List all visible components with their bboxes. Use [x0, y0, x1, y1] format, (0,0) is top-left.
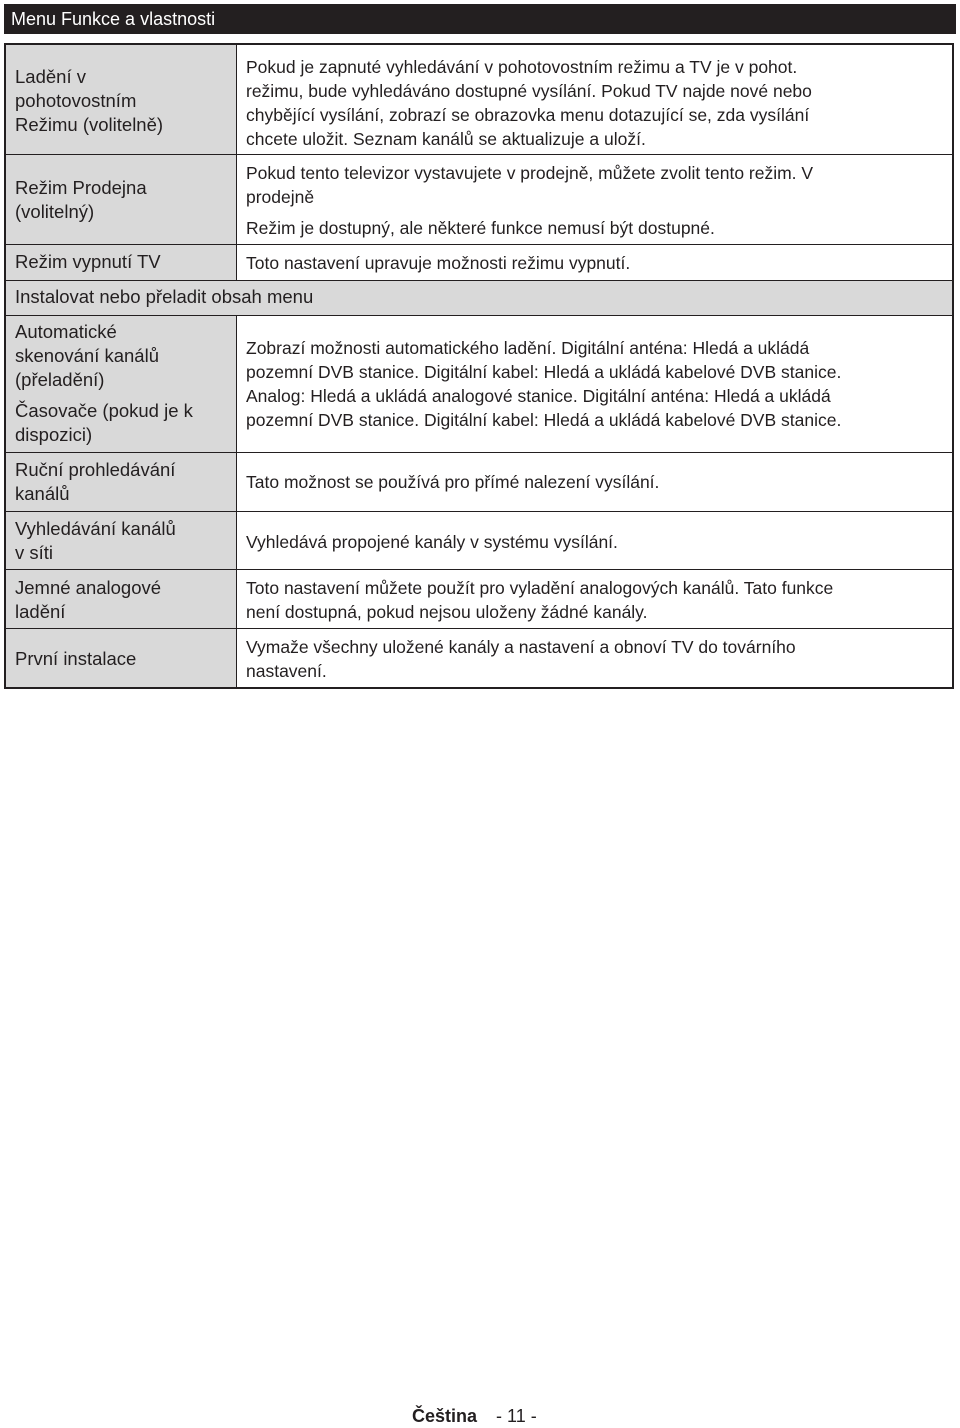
- row-desc-standby-tuning: Pokud je zapnuté vyhledávání v pohotovostním režimu a TV je v pohot. režimu, bude vyhledáváno dostupné vysílání. Pokud TV najde nové nebo chybějící vysílání, zobrazí se obrazovka menu dotazující se, zda vysílání chcete uložit. Seznam kanálů se aktualizuje a uloží.: [246, 57, 812, 149]
- footer-language: Čeština: [412, 1406, 478, 1426]
- row-desc-manual-scan: Tato možnost se používá pro přímé nalezení vysílání.: [246, 472, 660, 492]
- row-label-standby-tuning: Ladění v pohotovostním Režimu (volitelně): [15, 66, 164, 135]
- row-divider: [6, 569, 952, 570]
- row-divider: [6, 452, 952, 453]
- row-label-first-install: První instalace: [15, 648, 137, 669]
- section-title: Instalovat nebo přeladit obsah menu: [15, 286, 314, 307]
- row-label-network-scan: Vyhledávání kanálů v síti: [15, 518, 176, 563]
- row-label-fine-tune: Jemné analogové ladění: [15, 577, 162, 622]
- column-divider-bottom: [236, 315, 237, 687]
- row-label-timers: Časovače (pokud je k dispozici): [15, 400, 193, 445]
- column-divider-top: [236, 45, 237, 281]
- row-label-manual-scan: Ruční prohledávání kanálů: [15, 459, 176, 504]
- row-label-tv-off-mode: Režim vypnutí TV: [15, 251, 161, 272]
- header-title: Menu Funkce a vlastnosti: [11, 9, 216, 29]
- row-desc-fine-tune: Toto nastavení můžete použít pro vyladění analogových kanálů. Tato funkce není dostupná, pokud nejsou uloženy žádné kanály.: [246, 578, 834, 622]
- row-divider: [6, 244, 952, 245]
- row-desc-first-install: Vymaže všechny uložené kanály a nastavení a obnoví TV do továrního nastavení.: [246, 637, 796, 681]
- row-divider: [6, 315, 952, 316]
- row-divider: [6, 154, 952, 155]
- row-label-store-mode: Režim Prodejna (volitelný): [15, 177, 147, 222]
- row-divider: [6, 280, 952, 281]
- row-desc-store-mode-note: Režim je dostupný, ale některé funkce nemusí být dostupné.: [246, 218, 715, 238]
- row-label-auto-scan: Automatické skenování kanálů (přeladění): [15, 321, 159, 390]
- page-header: [4, 4, 956, 34]
- row-divider: [6, 628, 952, 629]
- page-footer: [412, 1404, 537, 1428]
- row-desc-network-scan: Vyhledává propojené kanály v systému vysílání.: [246, 532, 618, 552]
- footer-page-number: - 11 -: [496, 1406, 537, 1426]
- row-desc-tv-off-mode: Toto nastavení upravuje možnosti režimu vypnutí.: [246, 253, 631, 273]
- row-desc-auto-scan: Zobrazí možnosti automatického ladění. Digitální anténa: Hledá a ukládá pozemní DVB stanice. Digitální kabel: Hledá a ukládá kabelové DVB stanice. Analog: Hledá a ukládá analogové stanice. Digitální anténa: Hledá a ukládá pozemní DVB stanice. Digitální kabel: Hledá a ukládá kabelové DVB stanice.: [246, 338, 842, 430]
- row-desc-store-mode: Pokud tento televizor vystavujete v prodejně, můžete zvolit tento režim. V prodejně: [246, 163, 814, 207]
- row-divider: [6, 511, 952, 512]
